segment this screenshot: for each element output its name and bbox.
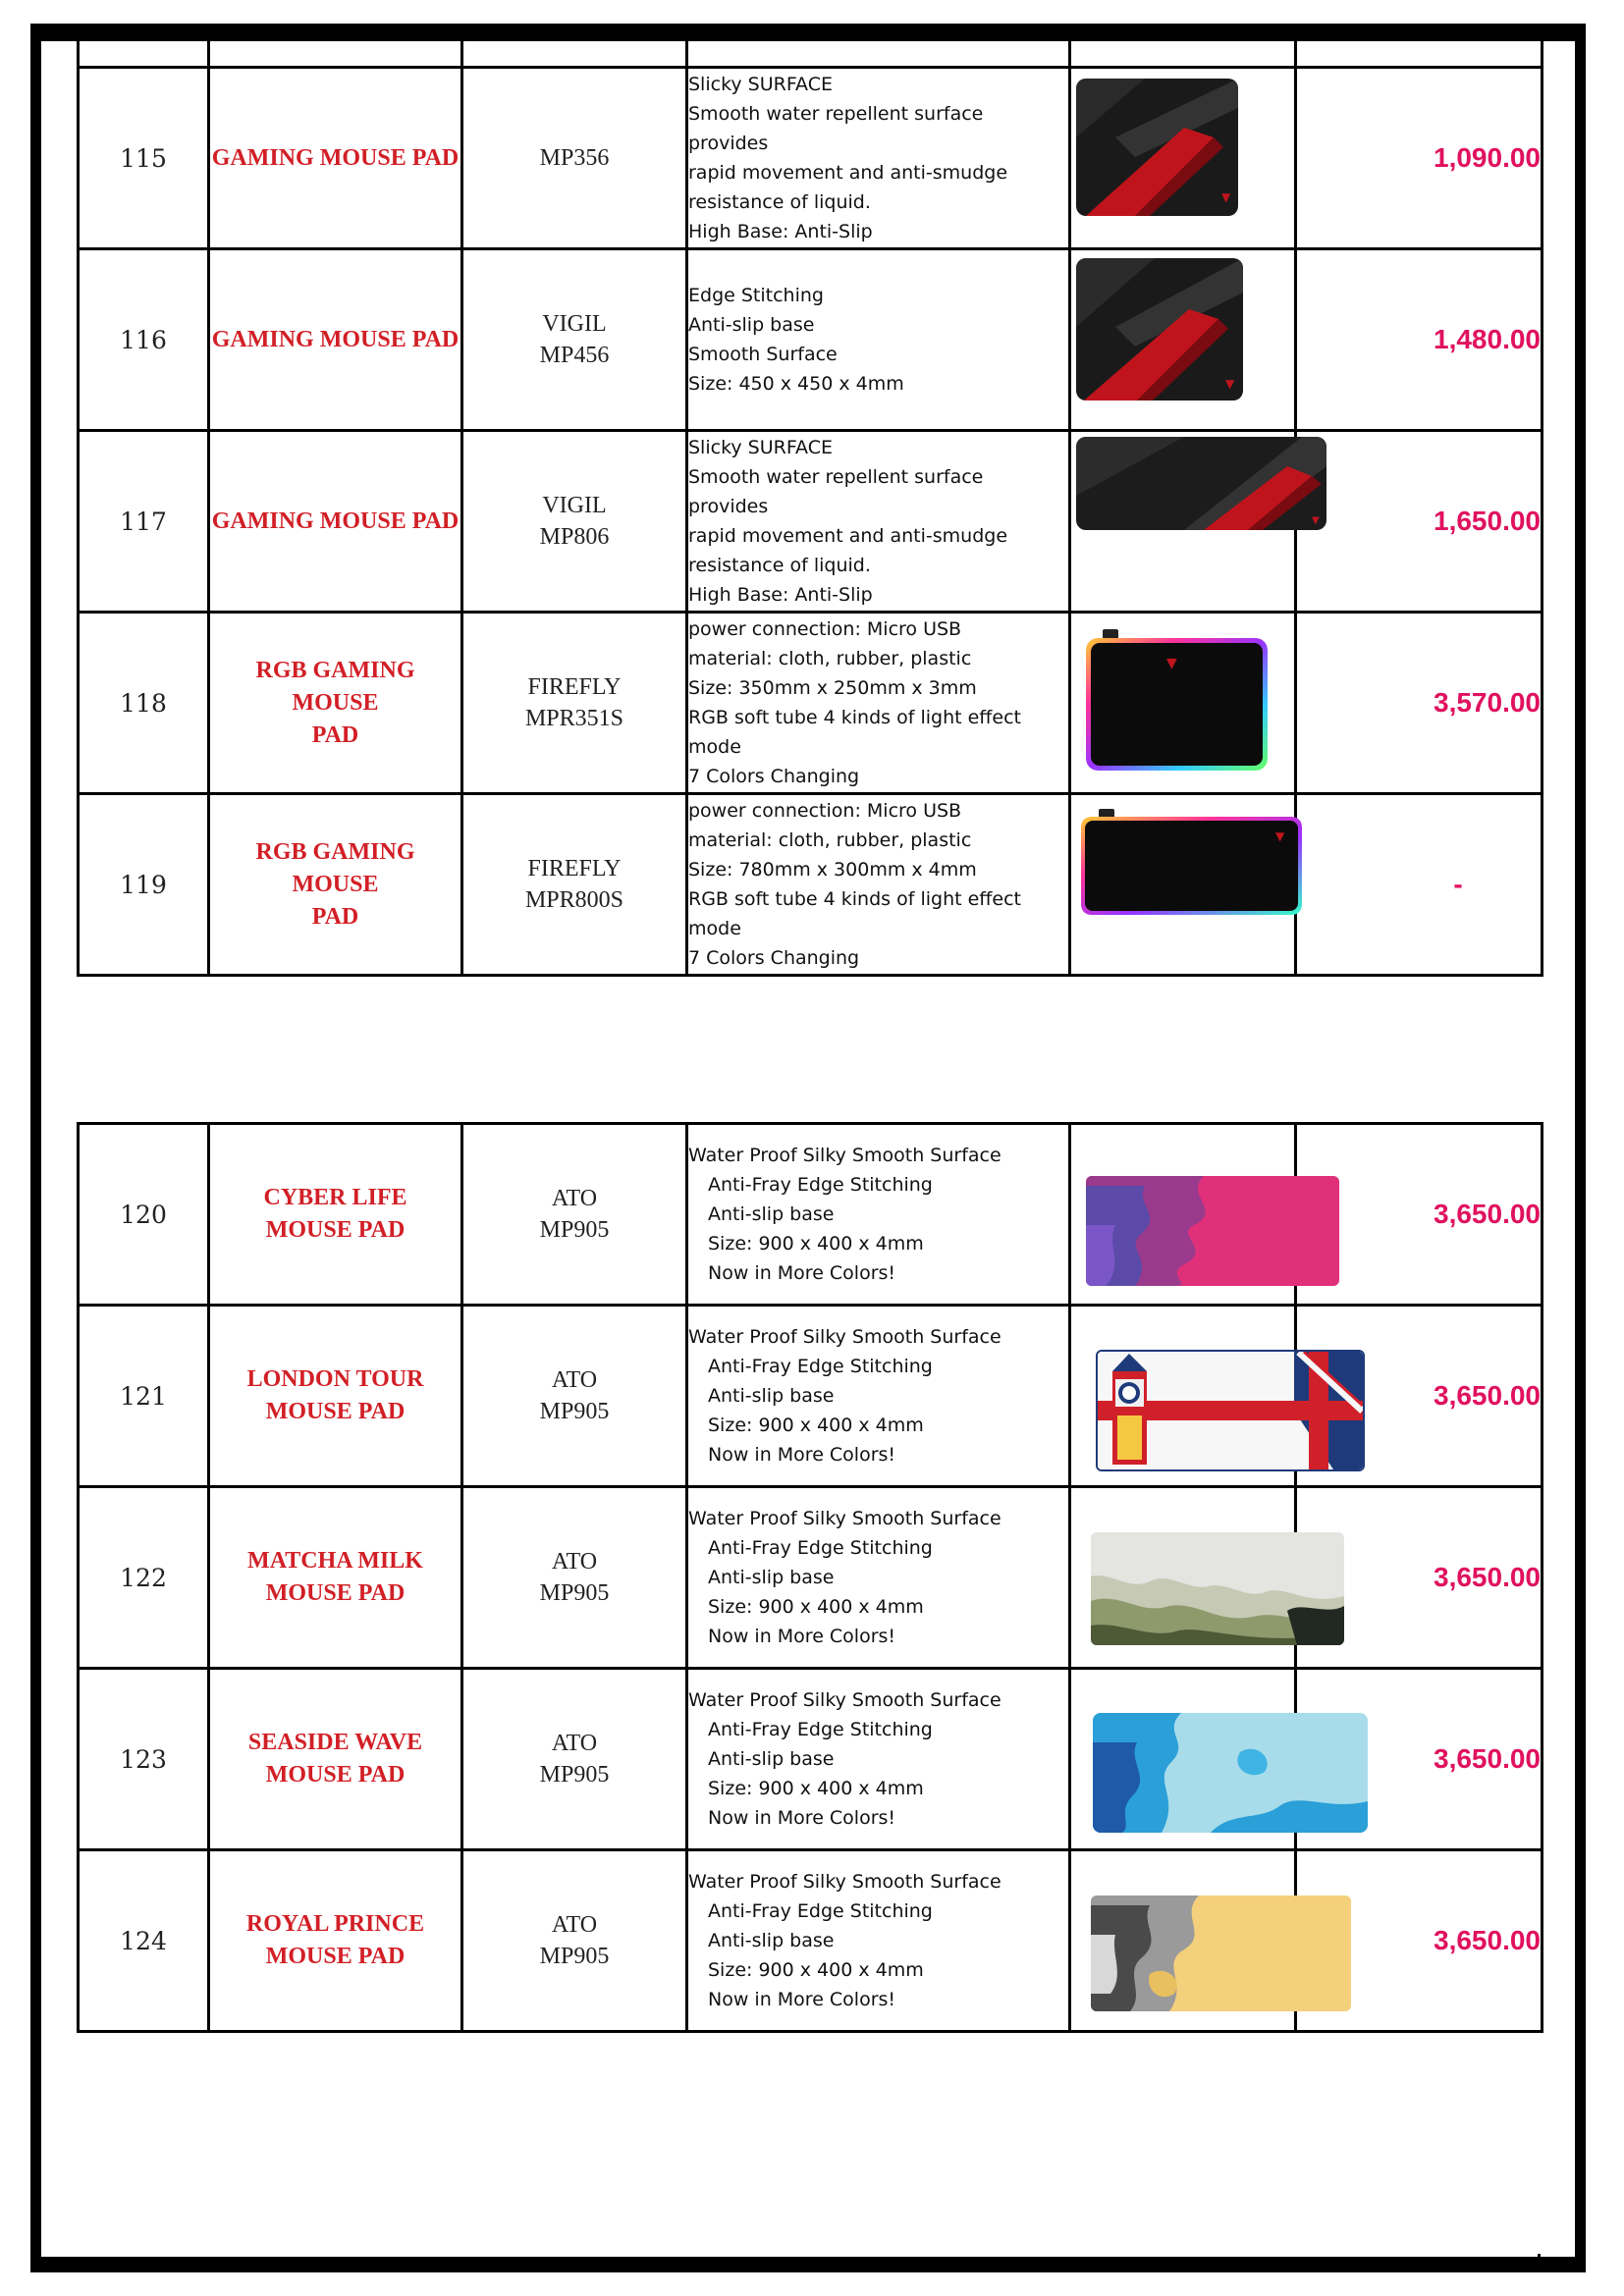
product-price: - — [1296, 794, 1543, 976]
product-row — [79, 1124, 1543, 1306]
product-description: Water Proof Silky Smooth Surface Anti-Fray Edge Stitching Anti-slip base Size: 900 x 400 x 4mm Now in More Colors! — [687, 1850, 1070, 2032]
product-image-cell — [1070, 1306, 1296, 1487]
product-price: 3,570.00 — [1296, 613, 1543, 794]
product-image-cell — [1070, 1487, 1296, 1669]
product-table-1 — [77, 25, 1543, 977]
product-description: Water Proof Silky Smooth Surface Anti-Fray Edge Stitching Anti-slip base Size: 900 x 400 x 4mm Now in More Colors! — [687, 1669, 1070, 1850]
product-image-cell — [1070, 431, 1320, 613]
product-row — [79, 1306, 1543, 1487]
product-description: Slicky SURFACE Smooth water repellent surface provides rapid movement and anti-smudge resistance of liquid. High Base: Anti-Slip — [687, 68, 1070, 249]
product-row — [79, 613, 1543, 794]
yellow-camo-pad-image — [1091, 1896, 1351, 2011]
item-number: 123 — [79, 1669, 209, 1850]
product-description: Water Proof Silky Smooth Surface Anti-Fray Edge Stitching Anti-slip base Size: 900 x 400 x 4mm Now in More Colors! — [687, 1306, 1070, 1487]
product-price: 1,090.00 — [1296, 68, 1543, 249]
product-description: Water Proof Silky Smooth Surface Anti-Fray Edge Stitching Anti-slip base Size: 900 x 400 x 4mm Now in More Colors! — [687, 1487, 1070, 1669]
product-image-cell — [1070, 1669, 1296, 1850]
rgb-pad-image — [1086, 638, 1268, 771]
black-red-gaming-pad-wide-image — [1076, 437, 1326, 530]
product-image-cell — [1070, 613, 1296, 794]
product-row — [79, 794, 1543, 976]
model-code: FIREFLY MPR351S — [462, 613, 687, 794]
product-name: LONDON TOUR MOUSE PAD — [209, 1306, 462, 1487]
product-row — [79, 431, 1543, 613]
product-table-2 — [77, 1122, 1543, 2033]
product-row — [79, 249, 1543, 431]
svg-text:▼: ▼ — [1225, 377, 1235, 391]
product-price: 3,650.00 — [1296, 1850, 1543, 2032]
item-number: 122 — [79, 1487, 209, 1669]
item-number: 119 — [79, 794, 209, 976]
item-number: 118 — [79, 613, 209, 794]
rgb-pad-wide-image — [1081, 817, 1302, 915]
model-code: MP356 — [462, 68, 687, 249]
product-description: Edge Stitching Anti-slip base Smooth Surface Size: 450 x 450 x 4mm — [687, 249, 1070, 431]
svg-text:▼: ▼ — [1221, 190, 1231, 204]
product-image-cell — [1070, 1850, 1296, 2032]
product-description: power connection: Micro USB material: cloth, rubber, plastic Size: 350mm x 250mm x 3mm RGB soft tube 4 kinds of light effect mode 7 Colors Changing — [687, 613, 1070, 794]
product-name: ROYAL PRINCE MOUSE PAD — [209, 1850, 462, 2032]
item-number: 117 — [79, 431, 209, 613]
product-description: power connection: Micro USB material: cloth, rubber, plastic Size: 780mm x 300mm x 4mm RGB soft tube 4 kinds of light effect mode 7 Colors Changing — [687, 794, 1070, 976]
product-price: 1,650.00 — [1296, 431, 1543, 613]
item-number: 120 — [79, 1124, 209, 1306]
product-image-cell — [1070, 794, 1296, 976]
model-code: ATO MP905 — [462, 1669, 687, 1850]
model-code: VIGIL MP456 — [462, 249, 687, 431]
svg-text:▼: ▼ — [1166, 656, 1177, 671]
product-name: GAMING MOUSE PAD — [209, 68, 462, 249]
product-image-cell — [1070, 68, 1296, 249]
product-name: SEASIDE WAVE MOUSE PAD — [209, 1669, 462, 1850]
item-number: 115 — [79, 68, 209, 249]
model-code: VIGIL MP806 — [462, 431, 687, 613]
model-code: ATO MP905 — [462, 1306, 687, 1487]
item-number: 116 — [79, 249, 209, 431]
product-row — [79, 1850, 1543, 2032]
product-price: 3,650.00 — [1296, 1124, 1543, 1306]
item-number: 121 — [79, 1306, 209, 1487]
product-price: 3,650.00 — [1296, 1669, 1543, 1850]
product-image-cell — [1070, 249, 1296, 431]
product-description: Slicky SURFACE Smooth water repellent surface provides rapid movement and anti-smudge resistance of liquid. High Base: Anti-Slip — [687, 431, 1070, 613]
product-row — [79, 1487, 1543, 1669]
pink-purple-camo-pad-image — [1086, 1176, 1339, 1286]
model-code: FIREFLY MPR800S — [462, 794, 687, 976]
product-name: RGB GAMING MOUSE PAD — [209, 613, 462, 794]
product-name: CYBER LIFE MOUSE PAD — [209, 1124, 462, 1306]
product-name: GAMING MOUSE PAD — [209, 249, 462, 431]
item-number: 124 — [79, 1850, 209, 2032]
svg-text:▼: ▼ — [1275, 829, 1285, 843]
black-red-gaming-pad-image — [1076, 79, 1238, 216]
table-header-strip — [79, 25, 1543, 68]
product-name: GAMING MOUSE PAD — [209, 431, 462, 613]
model-code: ATO MP905 — [462, 1850, 687, 2032]
model-code: ATO MP905 — [462, 1487, 687, 1669]
product-row — [79, 68, 1543, 249]
product-price: 3,650.00 — [1296, 1306, 1543, 1487]
product-description: Water Proof Silky Smooth Surface Anti-Fray Edge Stitching Anti-slip base Size: 900 x 400 x 4mm Now in More Colors! — [687, 1124, 1070, 1306]
product-name: RGB GAMING MOUSE PAD — [209, 794, 462, 976]
product-price: 1,480.00 — [1296, 249, 1543, 431]
blue-wave-pad-image — [1093, 1713, 1368, 1833]
black-red-gaming-pad-image — [1076, 258, 1243, 400]
london-pad-image — [1096, 1350, 1365, 1471]
page-mark — [1538, 2254, 1541, 2269]
product-row — [79, 1669, 1543, 1850]
product-name: MATCHA MILK MOUSE PAD — [209, 1487, 462, 1669]
product-price: 3,650.00 — [1296, 1487, 1543, 1669]
product-image-cell — [1070, 1124, 1296, 1306]
svg-text:▼: ▼ — [1312, 515, 1320, 526]
green-camo-pad-image — [1091, 1532, 1344, 1645]
model-code: ATO MP905 — [462, 1124, 687, 1306]
